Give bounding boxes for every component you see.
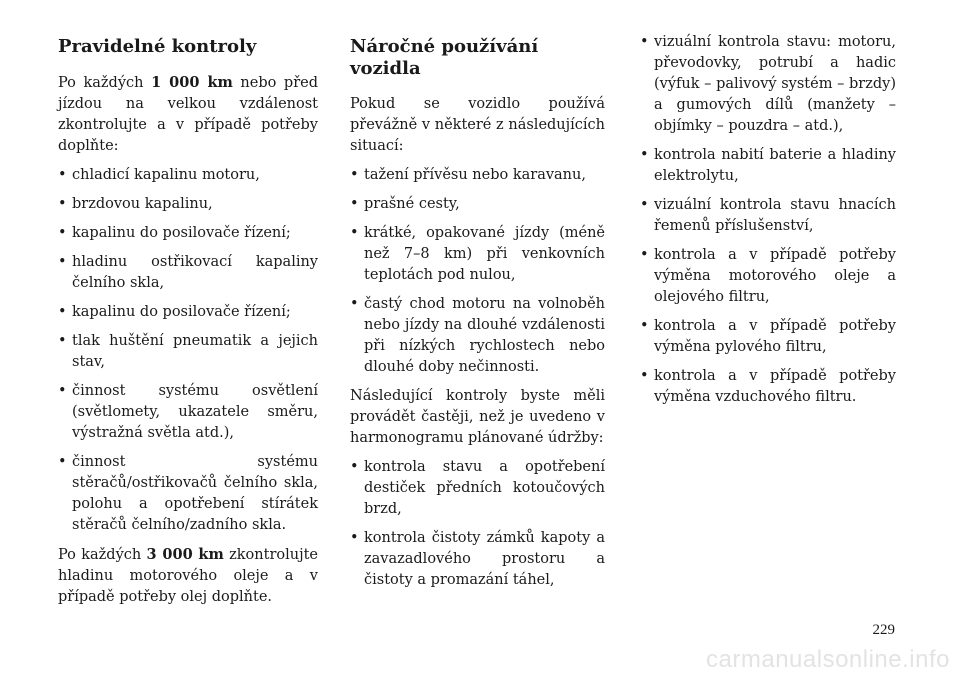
list-item: • kontrola stavu a opotřebení destiček předních kotoučových brzd, — [350, 457, 605, 520]
list-item: • chladicí kapalinu motoru, — [58, 165, 318, 186]
paragraph-conditions-intro: Pokud se vozidlo používá převážně v některé z následujících situací: — [350, 96, 605, 154]
paragraph-intro — [58, 72, 318, 157]
list-item: • vizuální kontrola stavu hnacích řemenů příslušenství, — [640, 195, 896, 237]
heading-regular-checks: Pravidelné kontroly — [58, 36, 257, 57]
list-item: • kontrola čistoty zámků kapoty a zavazadlového prostoru a čistoty a promazání táhel, — [350, 528, 605, 591]
list-regular-checks — [58, 165, 318, 536]
list-item: • kapalinu do posilovače řízení; — [58, 223, 318, 244]
list-item: • hladinu ostřikovací kapaliny čelního skla, — [58, 252, 318, 294]
intro-text-pre: Po každých — [58, 75, 152, 91]
outro-distance: 3 000 km — [146, 546, 224, 563]
list-item: • tažení přívěsu nebo karavanu, — [350, 165, 605, 186]
list-frequent-checks — [350, 457, 605, 591]
watermark: carmanualsonline.info — [706, 646, 950, 673]
list-item: • tlak huštění pneumatik a jejich stav, — [58, 331, 318, 373]
heading-severe-usage: Náročné používání vozidla — [350, 36, 539, 79]
list-item: • kontrola a v případě potřeby výměna pylového filtru, — [640, 316, 896, 358]
column-severe-usage — [350, 32, 605, 599]
list-item: • činnost systému osvětlení (světlomety, ukazatele směru, výstražná světla atd.), — [58, 381, 318, 444]
paragraph-oil-check — [58, 544, 318, 608]
intro-text-post: nebo před jízdou na velkou vzdálenost zkontrolujte a v případě potřeby doplňte: — [58, 75, 319, 154]
page-number: 229 — [872, 622, 895, 638]
column-frequent-checks-continued — [640, 32, 896, 416]
list-item: • vizuální kontrola stavu: motoru, převodovky, potrubí a hadic (výfuk – palivový systém – brzdy) a gumových dílů (manžety – objímky – pouzdra – atd.), — [640, 32, 896, 137]
list-item: • kapalinu do posilovače řízení; — [58, 302, 318, 323]
paragraph-frequent-checks: Následující kontroly byste měli provádět častěji, než je uvedeno v harmonogramu plánované údržby: — [350, 388, 605, 446]
list-item: • brzdovou kapalinu, — [58, 194, 318, 215]
intro-distance: 1 000 km — [151, 74, 233, 91]
list-item: • činnost systému stěračů/ostřikovačů čelního skla, polohu a opotřebení stírátek stěračů čelního/zadního skla. — [58, 452, 318, 536]
column-regular-checks — [58, 32, 318, 616]
list-item: • kontrola a v případě potřeby výměna motorového oleje a olejového filtru, — [640, 245, 896, 308]
list-item: • častý chod motoru na volnoběh nebo jízdy na dlouhé vzdálenosti při nízkých rychlostech nebo dlouhé doby nečinnosti. — [350, 294, 605, 378]
list-item: • kontrola a v případě potřeby výměna vzduchového filtru. — [640, 366, 896, 408]
outro-text-post: zkontrolujte hladinu motorového oleje a v případě potřeby olej doplňte. — [58, 547, 318, 605]
outro-text-pre: Po každých — [58, 547, 147, 563]
list-item: • krátké, opakované jízdy (méně než 7–8 km) při venkovních teplotách pod nulou, — [350, 223, 605, 286]
list-frequent-checks-continued — [640, 32, 896, 408]
list-item: • prašné cesty, — [350, 194, 605, 215]
list-item: • kontrola nabití baterie a hladiny elektrolytu, — [640, 145, 896, 187]
list-conditions — [350, 165, 605, 378]
